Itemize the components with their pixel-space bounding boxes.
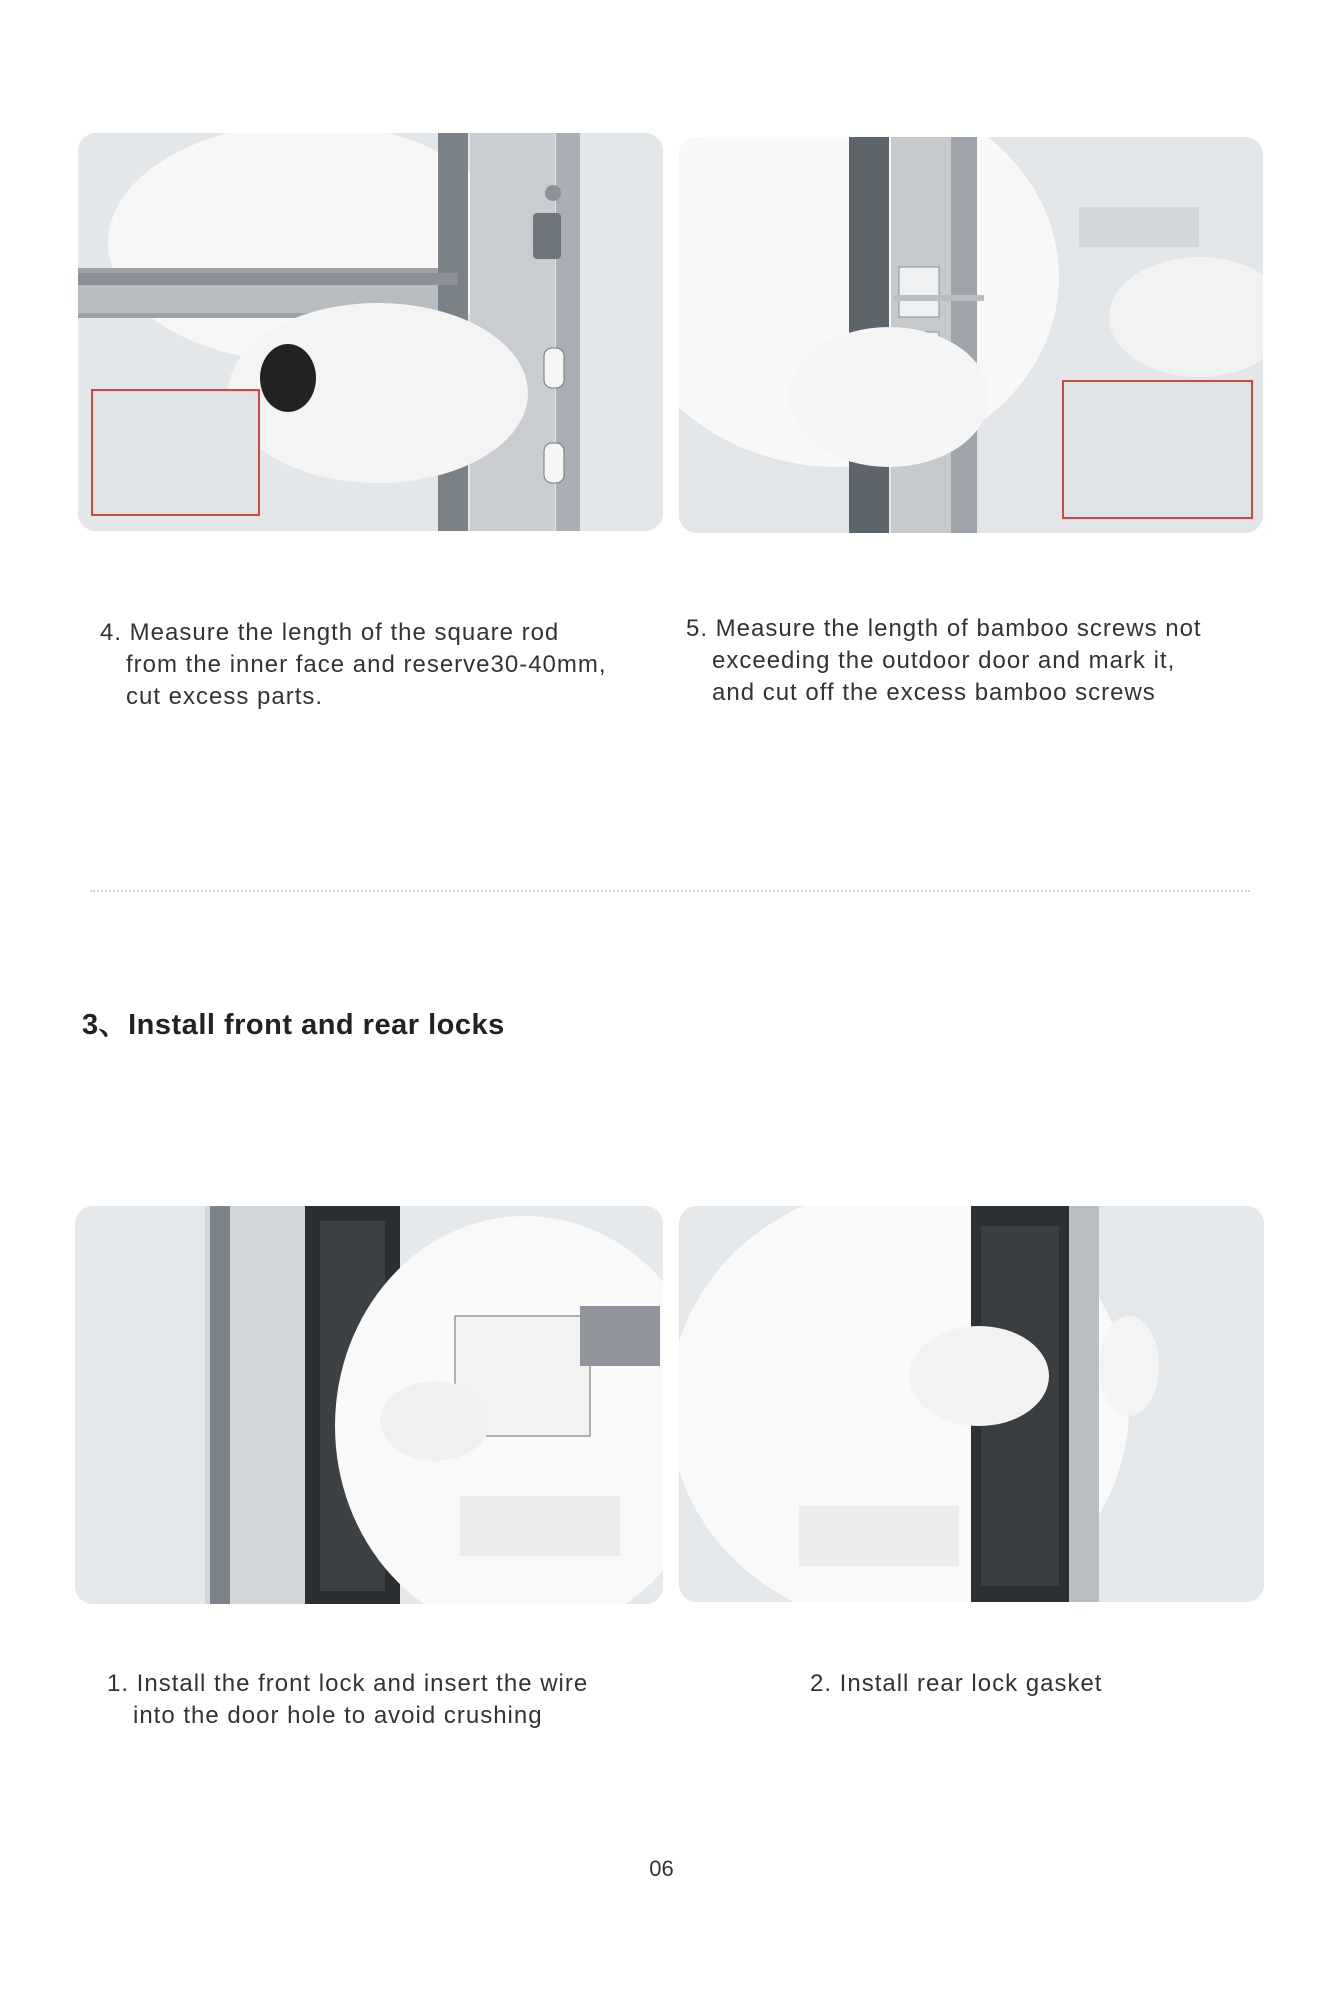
caption-step-5-line: exceeding the outdoor door and mark it, (712, 647, 1176, 674)
photo-measure-square-rod-inset (91, 389, 260, 516)
caption-step-5 (686, 613, 1202, 709)
section-divider (90, 890, 1250, 892)
caption-install-1-line: 1. Install the front lock and insert the wire (107, 1670, 589, 1697)
page-number: 06 (649, 1856, 674, 1881)
caption-step-4-line: from the inner face and reserve30-40mm, (126, 651, 607, 678)
caption-install-2-line: 2. Install rear lock gasket (810, 1670, 1103, 1697)
caption-install-1-line: into the door hole to avoid crushing (133, 1702, 543, 1729)
caption-install-2 (810, 1668, 1102, 1700)
photo-measure-bamboo-screws-inset (1062, 380, 1253, 519)
photo-install-rear-lock-gasket-illustration (679, 1206, 1264, 1602)
caption-step-4 (100, 617, 607, 713)
caption-step-4-line: cut excess parts. (126, 683, 324, 710)
photo-install-rear-lock-gasket (679, 1206, 1264, 1602)
caption-install-1 (107, 1668, 588, 1732)
photo-install-front-lock-illustration (75, 1206, 663, 1604)
photo-measure-square-rod (78, 133, 663, 531)
caption-step-4-line: 4. Measure the length of the square rod (100, 619, 560, 646)
caption-step-5-line: and cut off the excess bamboo screws (712, 679, 1156, 706)
photo-measure-bamboo-screws (679, 137, 1263, 533)
section-heading: 3、Install front and rear locks (82, 1009, 505, 1041)
caption-step-5-line: 5. Measure the length of bamboo screws not (686, 615, 1202, 642)
photo-install-front-lock (75, 1206, 663, 1604)
